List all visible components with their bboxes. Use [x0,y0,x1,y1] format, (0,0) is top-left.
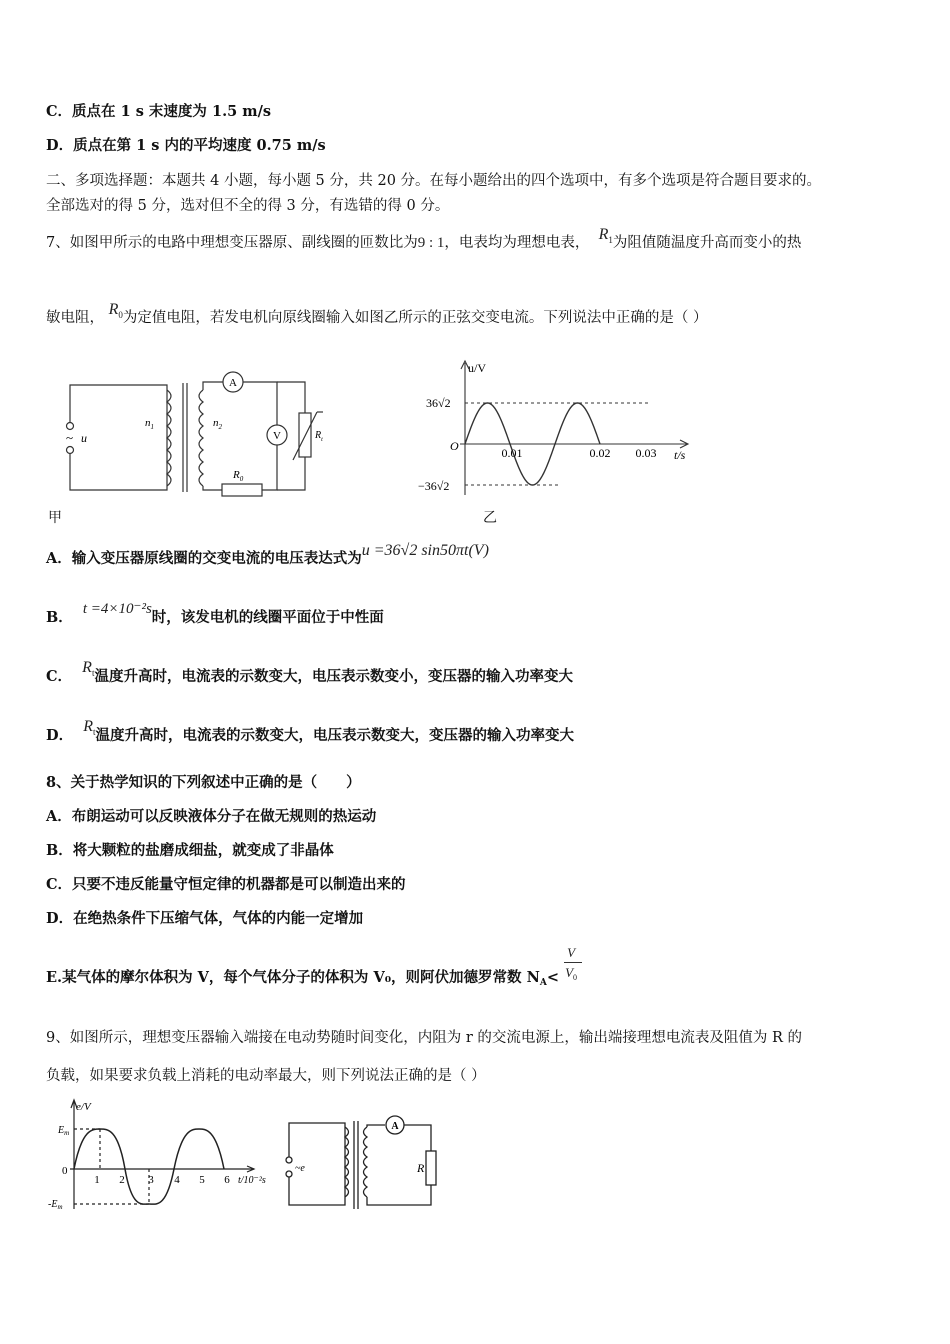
ytick-negative: −36√2 [418,479,450,493]
q7-option-d [46,718,574,751]
xtick-label: 6 [224,1174,230,1186]
neg-em-label: $-E_m$ [48,1199,63,1211]
option-d-rt: $R_t$ [83,718,96,737]
q9-transformer-circuit [283,1115,453,1213]
q7-option-a [46,542,489,569]
q8-option-b: B．将大颗粒的盐磨成细盐，就变成了非晶体 [46,842,334,859]
option-a-text: A．输入变压器原线圈的交变电流的电压表达式为 [46,550,362,567]
rt-label: $R_t$ [315,430,323,443]
fraction-v-over-v0 [564,945,582,988]
xtick-label: 0.03 [635,446,657,460]
option-d-text: 温度升高时，电流表的示数变大，电压表示数变大，变压器的输入功率变大 [95,727,574,744]
fraction-numerator: V [567,945,576,960]
option-e-text: E.某气体的摩尔体积为 V，每个气体分子的体积为 V₀，则阿伏加德罗常数 N [46,969,540,986]
q9-stem-line1: 9、如图所示，理想变压器输入端接在电动势随时间变化，内阻为 r 的交流电源上，输出端接理想电流表及阻值为 R 的 [46,1030,803,1046]
q8-option-c: C．只要不违反能量守恒定律的机器都是可以制造出来的 [46,876,406,893]
y-axis-label: e/V [76,1101,91,1113]
q7-stem-part: 为定值电阻，若发电机向原线圈输入如图乙所示的正弦交变电流。下列说法中正确的是（ ） [122,310,708,326]
xtick-label: 4 [174,1174,180,1186]
fraction-denominator: $V_0$ [565,965,578,982]
load-r-label: R [417,1161,425,1175]
figure-yi-caption: 乙 [483,510,497,526]
q8-stem: 8、关于热学知识的下列叙述中正确的是（ ） [46,774,361,791]
option-b-text: 时，该发电机的线圈平面位于中性面 [151,609,384,626]
option-c-rt: $R_t$ [82,659,95,678]
xtick-label: 1 [94,1174,100,1186]
q7-stem-part: 敏电阻， [46,310,104,326]
figure-jia-circuit [55,368,345,503]
n2-label: $n_2$ [213,417,222,431]
emf-sine-curve [74,1129,224,1204]
q7-stem-line1 [46,226,802,258]
ammeter-label: A [229,377,237,389]
u-label: u [81,431,87,445]
r0-symbol: $R_0$ [108,301,123,320]
section2-heading-line1: 二、多项选择题：本题共 4 小题，每小题 5 分，共 20 分。在每小题给出的四个选项中，有多个选项是符合题目要求的。 [46,173,822,189]
section2-heading-line2: 全部选对的得 5 分，选对但不全的得 3 分，有选错的得 0 分。 [46,198,450,214]
figure-yi-graph [410,355,700,500]
ac-source-symbol: ~ [66,430,74,445]
option-b-formula: t =4×10⁻²s [82,601,152,617]
r1-symbol: $R_1$ [598,226,613,245]
q7-stem-part: 7、如图甲所示的电路中理想变压器原、副线圈的匝数比为 [46,235,418,251]
q8-option-e [46,945,582,993]
origin-label: 0 [62,1165,68,1177]
ytick-positive: 36√2 [426,396,451,410]
option-b-prefix: B． [46,609,73,626]
ammeter-label: A [391,1121,399,1132]
option-e-sub: A [539,978,547,988]
q8-option-a: A．布朗运动可以反映液体分子在做无规则的热运动 [46,808,377,825]
xtick-label: 2 [119,1174,125,1186]
option-a-formula: u =36√2 sin50πt(V) [361,542,489,559]
voltmeter-label: V [273,430,281,442]
q6-option-c: C．质点在 1 s 末速度为 1.5 m/s [46,103,272,120]
q7-stem-line2 [46,301,708,333]
q8-option-d: D．在绝热条件下压缩气体，气体的内能一定增加 [46,910,364,927]
option-c-prefix: C． [46,668,73,685]
option-d-prefix: D． [46,727,74,744]
xtick-label: 0.02 [589,446,611,460]
x-axis-label: t/10⁻²s [238,1175,266,1186]
q9-emf-graph [44,1094,284,1212]
turns-ratio: 9 : 1 [417,235,445,251]
em-label: $E_m$ [58,1125,70,1137]
r0-label: $R_0$ [233,469,244,483]
origin-label: O [450,439,459,453]
source-label: ~e [295,1163,305,1174]
xtick-label: 0.01 [501,446,523,460]
n1-label: $n_1$ [145,417,154,431]
y-axis-label: u/V [468,361,486,375]
q9-stem-line2: 负载，如果要求负载上消耗的电动率最大，则下列说法正确的是（ ） [46,1068,486,1084]
q7-option-b [46,601,384,628]
option-e-lt: < [546,969,559,986]
option-c-text: 温度升高时，电流表的示数变大，电压表示数变小，变压器的输入功率变大 [94,668,573,685]
figure-jia-caption: 甲 [48,510,62,526]
xtick-label: 5 [199,1174,205,1186]
q7-option-c [46,659,573,692]
q7-stem-part: ，电表均为理想电表， [444,235,590,251]
x-axis-label: t/s [674,448,686,462]
q7-stem-part: 为阻值随温度升高而变小的热 [612,235,802,251]
q6-option-d: D．质点在第 1 s 内的平均速度 0.75 m/s [46,137,326,154]
xtick-label: 3 [148,1174,154,1186]
